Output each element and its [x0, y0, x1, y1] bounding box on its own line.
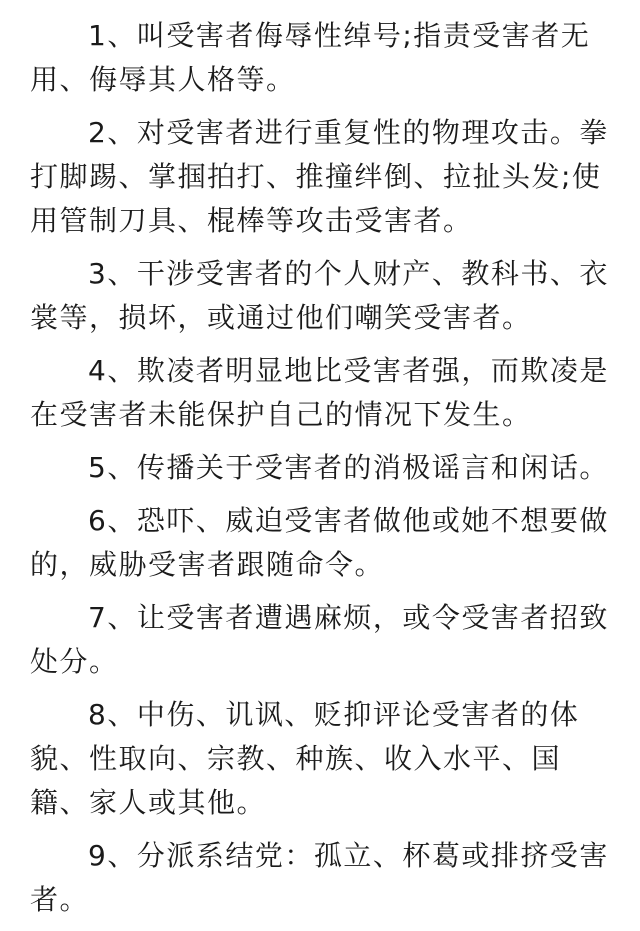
list-item-6: 6、恐吓、威迫受害者做他或她不想要做的，威胁受害者跟随命令。 [30, 504, 609, 581]
list-item-7: 7、让受害者遭遇麻烦，或令受害者招致处分。 [30, 601, 609, 678]
list-item-8: 8、中伤、讥讽、贬抑评论受害者的体貌、性取向、宗教、种族、收入水平、国籍、家人或其他。 [30, 698, 580, 819]
list-item-5: 5、传播关于受害者的消极谣言和闲话。 [88, 451, 609, 484]
list-item-2: 2、对受害者进行重复性的物理攻击。拳打脚踢、掌掴拍打、推撞绊倒、拉扯头发;使用管制刀具、棍棒等攻击受害者。 [30, 116, 609, 237]
list-item-1: 1、叫受害者侮辱性绰号;指责受害者无用、侮辱其人格等。 [30, 19, 591, 96]
list-item-9: 9、分派系结党：孤立、杯葛或排挤受害者。 [30, 839, 609, 916]
list-item-4: 4、欺凌者明显地比受害者强，而欺凌是在受害者未能保护自己的情况下发生。 [30, 354, 609, 431]
list-item-3: 3、干涉受害者的个人财产、教科书、衣裳等，损坏，或通过他们嘲笑受害者。 [30, 257, 609, 334]
